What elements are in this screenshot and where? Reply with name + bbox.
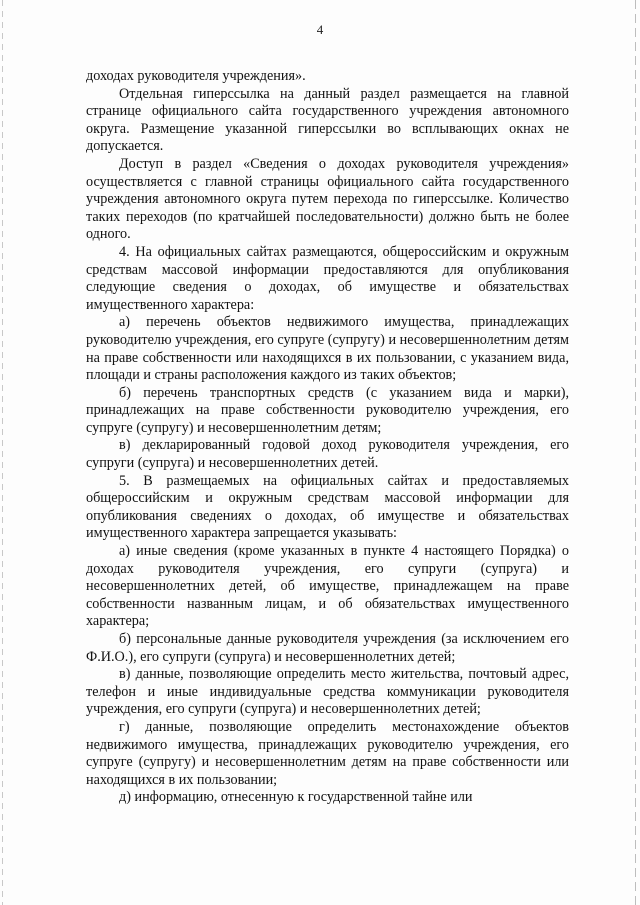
paragraph-item-4a: а) перечень объектов недвижимого имущества, принадлежащих руководителю учреждения, его супруге (супругу) и несовершеннолетним детям на праве собственности или находящихся в их пользовании, с указанием вида, площади и страны расположения каждого из таких объектов; bbox=[86, 314, 569, 384]
paragraph-item-5a: а) иные сведения (кроме указанных в пункте 4 настоящего Порядка) о доходах руководителя учреждения, его супруги (супруга) и несовершеннолетних детей, об имуществе, принадлежащем на праве собственности названным лицам, и об обязательствах имущественного характера; bbox=[86, 543, 569, 630]
paragraph-item-5b: б) персональные данные руководителя учреждения (за исключением его Ф.И.О.), его супруги (супруга) и несовершеннолетних детей; bbox=[86, 631, 569, 665]
paragraph-item-4c: в) декларированный годовой доход руководителя учреждения, его супруги (супруга) и несовершеннолетних детей. bbox=[86, 437, 569, 472]
scan-edge-right bbox=[635, 0, 636, 905]
page-number: 4 bbox=[316, 22, 324, 37]
paragraph-hyperlink-placement: Отдельная гиперссылка на данный раздел размещается на главной странице официального сайта государственного учреждения автономного округа. Размещение указанной гиперссылки во всплывающих окнах не допускается. bbox=[86, 85, 569, 155]
paragraph-item-5: 5. В размещаемых на официальных сайтах и предоставляемых общероссийским и окружным средствам массовой информации для опубликования сведениях о доходах, об имуществе и обязательствах имущественного характера запрещается указывать: bbox=[86, 472, 569, 542]
paragraph-item-4b: б) перечень транспортных средств (с указанием вида и марки), принадлежащих на праве собственности руководителю учреждения, его супруге (супругу) и несовершеннолетним детям; bbox=[86, 384, 569, 436]
paragraph-item-5d: г) данные, позволяющие определить местонахождение объектов недвижимого имущества, принадлежащих руководителю учреждения, его супруге (супругу) и несовершеннолетним детям на праве собственности или находящихся в их пользовании; bbox=[86, 718, 569, 788]
paragraph-item-5e: д) информацию, отнесенную к государственной тайне или bbox=[119, 789, 473, 806]
paragraph-section-access: Доступ в раздел «Сведения о доходах руководителя учреждения» осуществляется с главной страницы официального сайта государственного учреждения автономного округа путем перехода по гиперссылке. Количество таких переходов (по кратчайшей последовательности) должно быть не более одного. bbox=[86, 155, 569, 243]
paragraph-item-5c: в) данные, позволяющие определить место жительства, почтовый адрес, телефон и иные индивидуальные средства коммуникации руководителя учреждения, его супруги (супруга) и несовершеннолетних детей; bbox=[86, 666, 569, 718]
paragraph-continuation: доходах руководителя учреждения». bbox=[86, 68, 306, 84]
document-body bbox=[86, 68, 569, 807]
scan-edge-left bbox=[2, 0, 3, 905]
paragraph-item-4: 4. На официальных сайтах размещаются, общероссийским и окружным средствам массовой информации предоставляются для опубликования следующие сведения о доходах, об имуществе и обязательствах имущественного характера: bbox=[86, 243, 569, 313]
